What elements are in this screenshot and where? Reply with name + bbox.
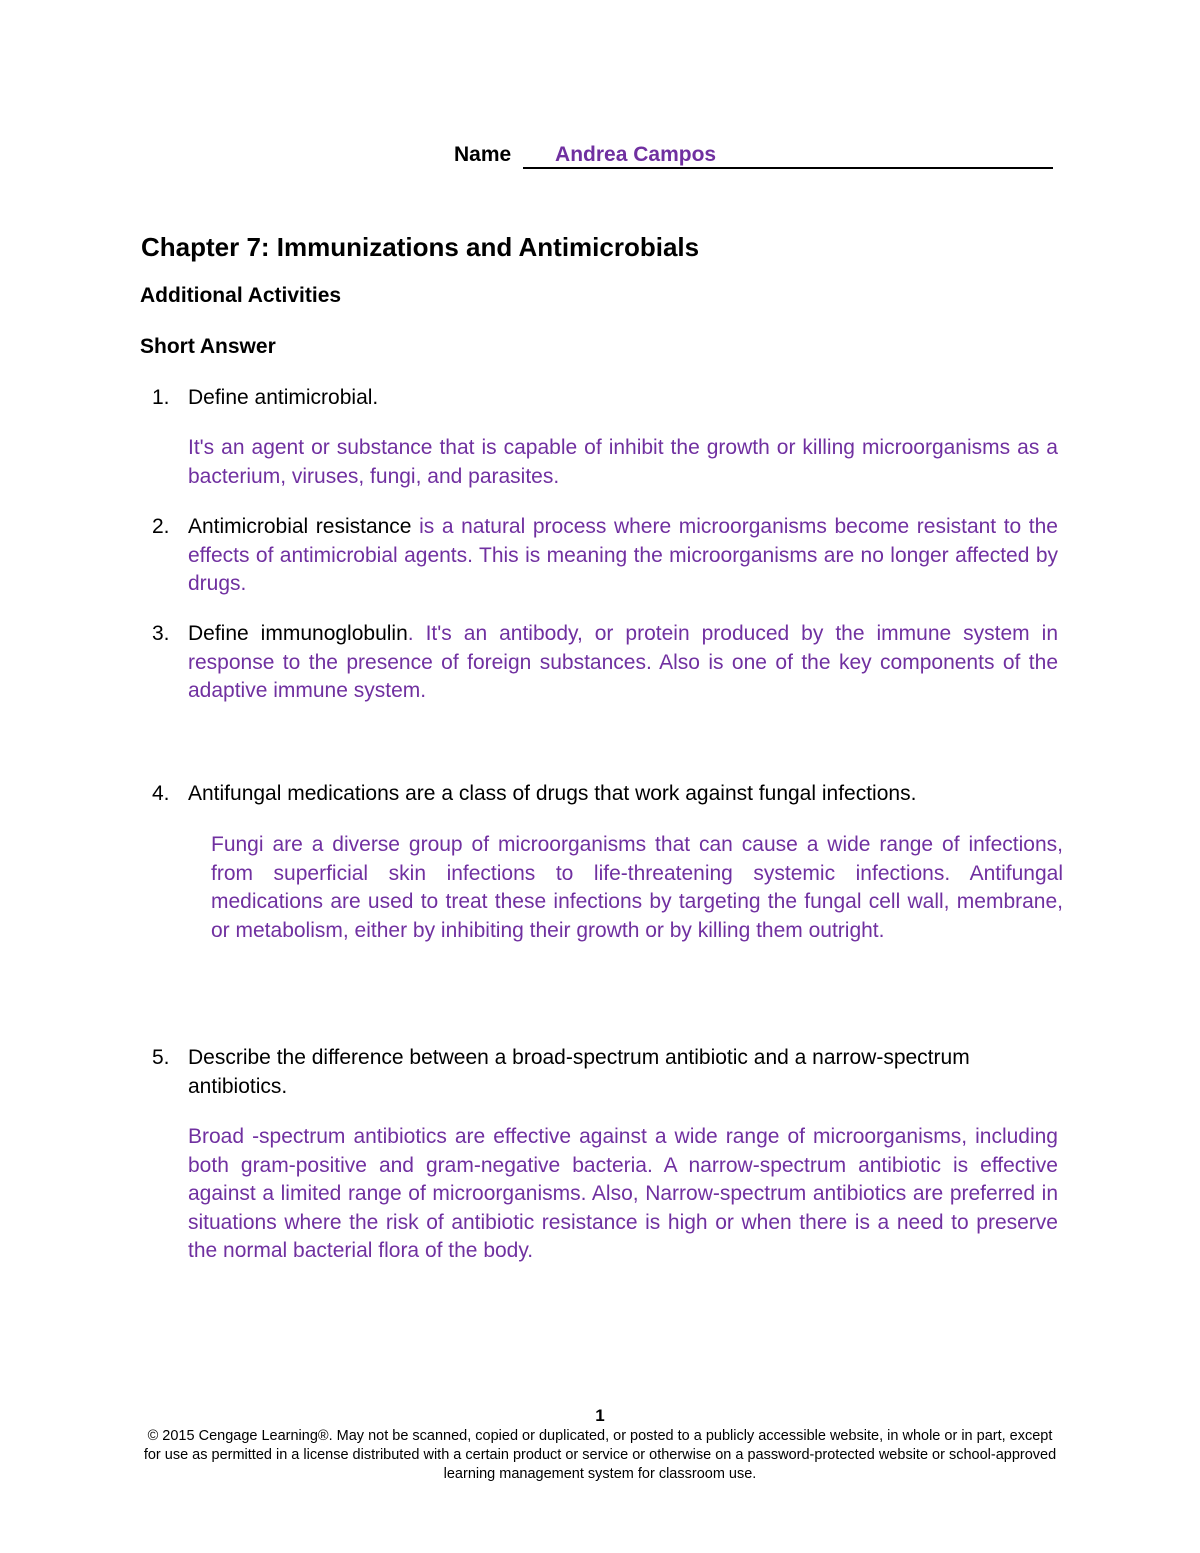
question-4 (152, 780, 1058, 809)
chapter-title: Chapter 7: Immunizations and Antimicrobials (141, 232, 700, 262)
name-label: Name (454, 143, 512, 166)
answer-4: Fungi are a diverse group of microorganisms that can cause a wide range of infections, from superficial skin infections to life-threatening systemic infections. Antifungal medications are used to treat these infections by targeting the fungal cell wall, membrane, or metabolism, either by inhibiting their growth or by killing them outright. (211, 833, 1063, 942)
question-prompt: Define antimicrobial. (188, 386, 379, 409)
name-value: Andrea Campos (555, 143, 717, 166)
name-field (523, 143, 1053, 169)
question-1 (152, 384, 1058, 413)
question-3 (152, 620, 1058, 706)
answer-5: Broad -spectrum antibiotics are effective against a wide range of microorganisms, including both gram-positive and gram-negative bacteria. A narrow-spectrum antibiotic is effective against a limited range of microorganisms. Also, Narrow-spectrum antibiotics are preferred in situations where the risk of antibiotic resistance is high or when there is a need to preserve the normal bacterial flora of the body. (188, 1125, 1058, 1262)
question-number: 1. (152, 386, 170, 409)
question-number: 5. (152, 1046, 170, 1069)
copyright-notice: © 2015 Cengage Learning®. May not be scanned, copied or duplicated, or posted to a publicly accessible website, in whole or in part, except for use as permitted in a license distributed with a certain product or service or otherwise on a password-protected website or school-approved learning management system for classroom use. (143, 1428, 1057, 1482)
question-prompt: Define immunoglobulin (188, 622, 408, 645)
question-2 (152, 513, 1058, 599)
question-5 (152, 1044, 1058, 1101)
question-prompt: Describe the difference between a broad-spectrum antibiotic and a narrow-spectrum antibiotics. (188, 1046, 970, 1098)
answer-1: It's an agent or substance that is capable of inhibit the growth or killing microorganisms as a bacterium, viruses, fungi, and parasites. (188, 436, 1058, 488)
name-line (454, 143, 1053, 169)
answer-2: is a natural process where microorganisms become resistant to the effects of antimicrobial agents. This is meaning the microorganisms are no longer affected by drugs. (188, 515, 1058, 595)
subsection-heading: Short Answer (140, 335, 276, 358)
page-footer (140, 1405, 1060, 1484)
question-number: 2. (152, 515, 170, 538)
question-prompt: Antimicrobial resistance (188, 515, 412, 538)
answer-3: . It's an antibody, or protein produced by the immune system in response to the presence of foreign substances. Also is one of the key components of the adaptive immune system. (188, 622, 1058, 702)
question-number: 4. (152, 782, 170, 805)
question-prompt: Antifungal medications are a class of drugs that work against fungal infections. (188, 782, 917, 805)
question-number: 3. (152, 622, 170, 645)
section-heading: Additional Activities (140, 284, 342, 307)
page-number: 1 (595, 1406, 605, 1425)
